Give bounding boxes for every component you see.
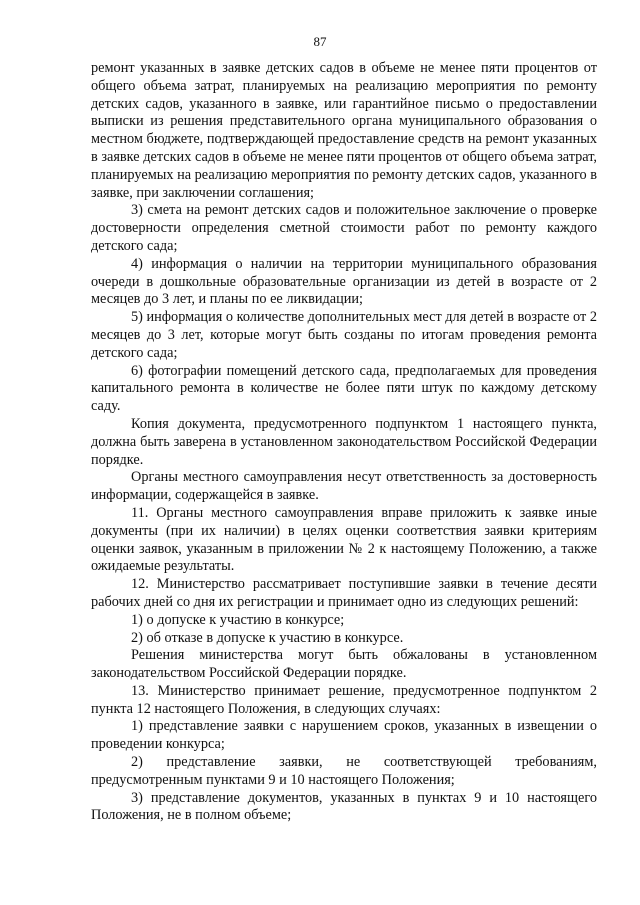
paragraph: 6) фотографии помещений детского сада, предполагаемых для проведения капитального ремонта в количестве не более пяти штук по каждому детскому саду.	[91, 362, 597, 415]
paragraph: 3) представление документов, указанных в пунктах 9 и 10 настоящего Положения, не в полном объеме;	[91, 789, 597, 824]
paragraph: Органы местного самоуправления несут ответственность за достоверность информации, содержащейся в заявке.	[91, 469, 597, 504]
paragraph: Копия документа, предусмотренного подпунктом 1 настоящего пункта, должна быть заверена в установленном законодательством Российской Федерации порядке.	[91, 415, 597, 468]
paragraph: 5) информация о количестве дополнительных мест для детей в возрасте от 2 месяцев до 3 лет, которые могут быть созданы по итогам проведения ремонта детского сада;	[91, 309, 597, 361]
paragraph: 4) информация о наличии на территории муниципального образования очереди в дошкольные образовательные организации из детей в возрасте от 2 месяцев до 3 лет, и планы по ее ликвидации;	[91, 255, 597, 308]
page-number: 87	[313, 34, 327, 49]
paragraph: ремонт указанных в заявке детских садов в объеме не менее пяти процентов от общего объема затрат, планируемых на реализацию мероприятия по ремонту детских садов, указанного в заявке, или гарантийное письмо о предоставлении выписки из решения представительного органа муниципального образования о местном бюджете, подтверждающей предоставление средств на ремонт указанных в заявке детских садов в объеме не менее пяти процентов от общего объема затрат, планируемых на реализацию мероприятия по ремонту детских садов, указанного в заявке, при заключении соглашения;	[91, 60, 597, 201]
paragraph: 13. Министерство принимает решение, предусмотренное подпунктом 2 пункта 12 настоящего Положения, в следующих случаях:	[91, 682, 597, 717]
paragraph: 1) представление заявки с нарушением сроков, указанных в извещении о проведении конкурса;	[91, 718, 597, 753]
paragraph: Решения министерства могут быть обжалованы в установленном законодательством Российской Федерации порядке.	[91, 647, 597, 682]
paragraph: 2) представление заявки, не соответствующей требованиям, предусмотренным пунктами 9 и 10 настоящего Положения;	[91, 754, 597, 788]
paragraph: 3) смета на ремонт детских садов и положительное заключение о проверке достоверности определения сметной стоимости работ по ремонту каждого детского сада;	[91, 202, 597, 254]
paragraph: 1) о допуске к участию в конкурсе;	[131, 611, 345, 628]
paragraph: 12. Министерство рассматривает поступившие заявки в течение десяти рабочих дней со дня их регистрации и принимает одно из следующих решений:	[91, 576, 597, 610]
paragraph: 2) об отказе в допуске к участию в конкурсе.	[131, 629, 404, 646]
document-body	[91, 60, 597, 825]
paragraph: 11. Органы местного самоуправления вправе приложить к заявке иные документы (при их наличии) в целях оценки соответствия заявки критериям оценки заявок, указанным в приложении № 2 к настоящему Положению, а также ожидаемые результаты.	[91, 504, 597, 575]
